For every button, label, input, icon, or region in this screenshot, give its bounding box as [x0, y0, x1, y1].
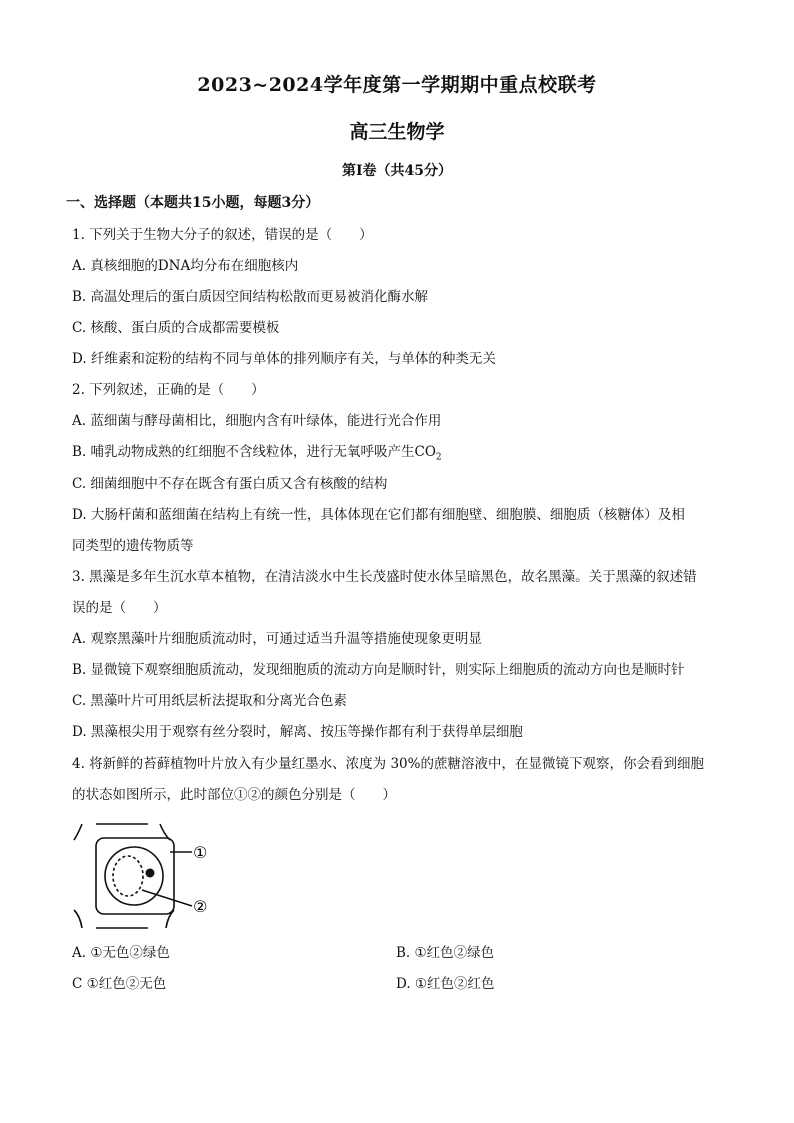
- nucleus: [146, 869, 155, 878]
- exam-subject: 高三生物学: [349, 121, 445, 143]
- question-3-option-b: B. 显微镜下观察细胞质流动，发现细胞质的流动方向是顺时针，则实际上细胞质的流动方向也是顺时针: [72, 662, 685, 678]
- question-3-stem-cont: 误的是（ ）: [72, 600, 167, 616]
- neighbor-wall-bl: [74, 910, 82, 928]
- question-4-option-a: A. ①无色②绿色: [72, 945, 170, 961]
- label-2: ②: [193, 897, 208, 916]
- vacuole: [113, 856, 143, 896]
- question-2-option-b: [72, 442, 442, 468]
- question-2-option-b-text: B. 哺乳动物成熟的红细胞不含线粒体，进行无氧呼吸产生CO: [72, 444, 436, 460]
- question-4-option-c: C ①红色②无色: [72, 976, 167, 992]
- label-2-leader: [142, 890, 192, 906]
- question-3-option-d: D. 黑藻根尖用于观察有丝分裂时，解离、按压等操作都有利于获得单层细胞: [72, 724, 523, 740]
- question-2-option-d-cont: 同类型的遗传物质等: [72, 538, 194, 554]
- part-heading: 第Ⅰ卷（共45分）: [341, 163, 453, 179]
- question-3-stem: 3. 黑藻是多年生沉水草本植物，在清洁淡水中生长茂盛时使水体呈暗黑色，故名黑藻。关于黑藻的叙述错: [72, 569, 697, 585]
- label-1: ①: [193, 843, 208, 862]
- question-2-option-c: C. 细菌细胞中不存在既含有蛋白质又含有核酸的结构: [72, 476, 388, 492]
- question-4-stem: 4. 将新鲜的苔藓植物叶片放入有少量红墨水、浓度为 30%的蔗糖溶液中，在显微镜下观察，你会看到细胞: [72, 756, 704, 772]
- protoplast: [105, 847, 163, 905]
- cell-diagram: [70, 820, 220, 930]
- exam-title: 2023~2024学年度第一学期期中重点校联考: [197, 74, 597, 96]
- subscript: 2: [435, 452, 442, 463]
- question-1-option-d: D. 纤维素和淀粉的结构不同与单体的排列顺序有关，与单体的种类无关: [72, 351, 496, 367]
- question-2-stem: 2. 下列叙述，正确的是（ ）: [72, 382, 265, 398]
- cell-plasmolysis-figure: [70, 820, 220, 930]
- question-1-stem: 1. 下列关于生物大分子的叙述，错误的是（ ）: [72, 227, 373, 243]
- question-3-option-c: C. 黑藻叶片可用纸层析法提取和分离光合色素: [72, 693, 347, 709]
- question-1-option-c: C. 核酸、蛋白质的合成都需要模板: [72, 320, 280, 336]
- question-4-option-b: B. ①红色②绿色: [396, 945, 495, 961]
- question-1-option-b: B. 高温处理后的蛋白质因空间结构松散而更易被消化酶水解: [72, 289, 429, 305]
- question-4-stem-cont: 的状态如图所示，此时部位①②的颜色分别是（ ）: [72, 787, 396, 803]
- section-heading: 一、选择题（本题共15小题，每题3分）: [66, 195, 320, 211]
- question-2-option-a: A. 蓝细菌与酵母菌相比，细胞内含有叶绿体，能进行光合作用: [72, 413, 442, 429]
- question-2-option-d: D. 大肠杆菌和蓝细菌在结构上有统一性，具体体现在它们都有细胞壁、细胞膜、细胞质（核糖体）及相: [72, 507, 685, 523]
- question-4-option-d: D. ①红色②红色: [396, 976, 495, 992]
- question-3-option-a: A. 观察黑藻叶片细胞质流动时，可通过适当升温等措施使现象更明显: [72, 631, 482, 647]
- question-1-option-a: A. 真核细胞的DNA均分布在细胞核内: [72, 258, 299, 274]
- neighbor-wall-tl: [74, 824, 82, 840]
